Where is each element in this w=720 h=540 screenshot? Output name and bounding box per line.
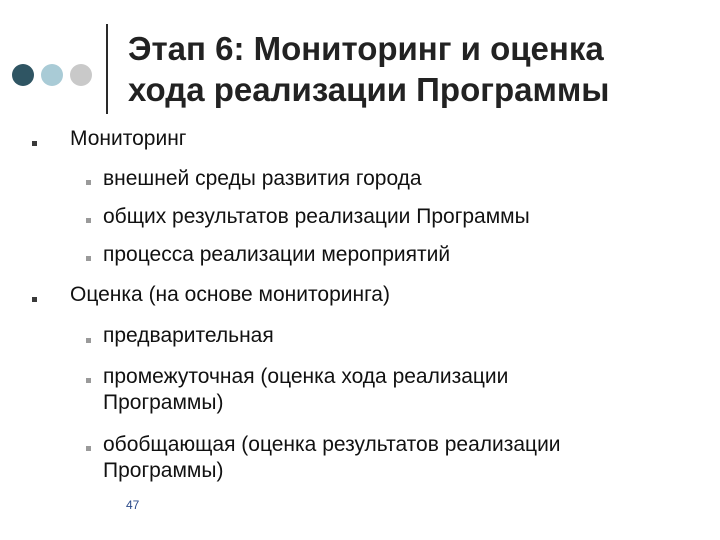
- bullet-evaluation: Оценка (на основе мониторинга): [70, 283, 390, 306]
- sub-bullet-summary: обобщающая (оценка результатов реализации Программы): [103, 433, 561, 482]
- bullet-monitoring: Мониторинг: [70, 127, 187, 150]
- sub-bullet-square-icon: [86, 218, 91, 223]
- bullet-square-icon: [32, 141, 37, 146]
- sub-bullet-square-icon: [86, 378, 91, 383]
- page-number: 47: [126, 498, 140, 512]
- sub-bullet-preliminary: предварительная: [103, 324, 274, 347]
- slide-title: Этап 6: Мониторинг и оценка хода реализации Программы: [128, 30, 610, 108]
- sub-bullet-square-icon: [86, 180, 91, 185]
- sub-bullet-intermediate: промежуточная (оценка хода реализации Программы): [103, 365, 509, 414]
- sub-bullet-square-icon: [86, 446, 91, 451]
- sub-bullet-square-icon: [86, 256, 91, 261]
- sub-bullet-square-icon: [86, 338, 91, 343]
- sub-bullet-implementation-process: процесса реализации мероприятий: [103, 243, 451, 266]
- sub-bullet-general-results: общих результатов реализации Программы: [103, 205, 530, 228]
- bullet-square-icon: [32, 297, 37, 302]
- sub-bullet-external-environment: внешней среды развития города: [103, 167, 422, 190]
